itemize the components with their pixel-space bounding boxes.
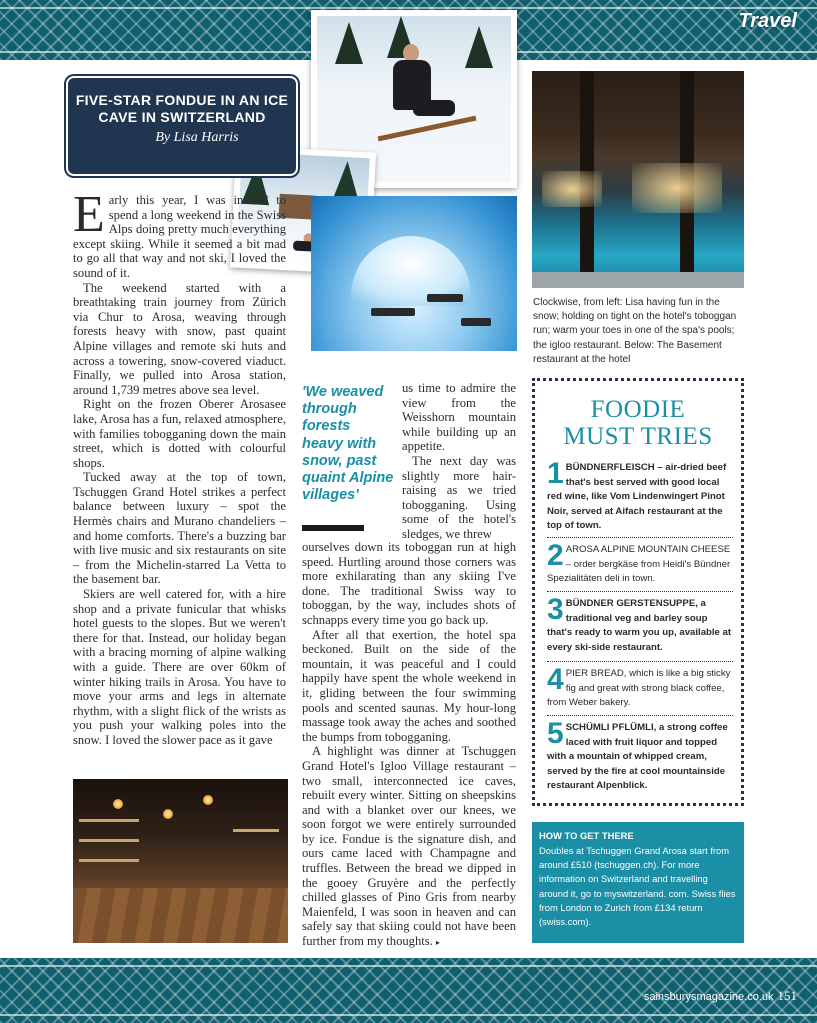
tip-number: 1: [547, 457, 564, 490]
paragraph: ourselves down its toboggan run at high speed. Hurtling around those corners was more exhilarating than any skiing I've done. The traditional Swiss way to toboggan, by the way, includes shots of schnapps every time you go back up.: [302, 540, 516, 627]
page-number: 151: [777, 988, 797, 1003]
article-column-2-top: [402, 381, 516, 542]
foodie-tip-5: [547, 717, 733, 794]
photo-caption: Clockwise, from left: Lisa having fun in the snow; holding on tight on the hotel's toboggan run; warm your toes in one of the spa's pools; the igloo restaurant. Below: The Basement restaurant at the hotel: [533, 297, 737, 365]
tip-number: 4: [547, 663, 564, 696]
footer-website-link[interactable]: sainsburysmagazine.co.uk: [643, 991, 774, 1003]
foodie-must-tries-box: [532, 378, 744, 806]
foodie-title-line2: MUST TRIES: [563, 423, 713, 450]
drop-cap: E: [73, 186, 105, 243]
pull-quote-rule: [302, 525, 364, 531]
photo-spa-pool: [532, 71, 744, 288]
tip-number: 2: [547, 539, 564, 572]
foodie-tip-2: [547, 539, 733, 587]
continue-arrow-icon: ▸: [435, 938, 440, 948]
article-byline: By Lisa Harris: [155, 130, 239, 145]
tip-divider: [547, 715, 733, 716]
tip-number: 3: [547, 593, 564, 626]
foodie-tip-3: [547, 593, 733, 655]
how-to-body: Doubles at Tschuggen Grand Arosa start from around £510 (tschuggen.ch). For more information on Switzerland and travelling around it, go to myswitzerland. com. Swiss flies from London to Zurich from £134 return (swiss.com).: [539, 845, 736, 928]
paragraph: The next day was slightly more hair-raising as we tried tobogganing. Using some of the hotel's sledges, we threw: [402, 453, 516, 541]
how-to-get-there-box: [532, 822, 744, 943]
foodie-title-line1: FOODIE: [590, 396, 686, 423]
tip-text: SCHÜMLI PFLÜMLI, a strong coffee laced with fruit liquor and topped with a mountain of whipped cream, served by the fire at cool mountainside restaurant Alpenblick.: [547, 722, 728, 792]
photo-basement-restaurant: [73, 779, 288, 943]
paragraph: us time to admire the view from the Weisshorn mountain while building up an appetite.: [402, 381, 516, 454]
paragraph: After all that exertion, the hotel spa beckoned. Built on the side of the mountain, it was peaceful and I could happily have spent the whole weekend in it, gliding between the four swimming pools and scented saunas. My hour-long massage took away the aches and soothed the bumps from tobogganing.: [302, 627, 516, 744]
paragraph: Right on the frozen Oberer Arosasee lake, Arosa has a fun, relaxed atmosphere, with families tobogganing down the main street, which is dotted with colourful shops.: [73, 397, 286, 470]
photo-igloo-restaurant: [311, 196, 517, 351]
tip-text: PIER BREAD, which is like a big sticky fig and great with strong black coffee, from Weber bakery.: [547, 668, 731, 709]
article-column-2-bottom: [302, 540, 516, 951]
paragraph: A highlight was dinner at Tschuggen Grand Hotel's Igloo Village restaurant – two small, interconnected ice caves, rebuilt every winter. Sitting on sheepskins and with a blanket over our knees, we soon forgot we were entirely surrounded by ice. Fondue is the signature dish, and ours came laced with Champagne and truffles. Between the bread we dipped in the gooey Gruyère and the perfectly chilled glasses of Pino Gris from nearby Maienfeld, I was soon in heaven and can safely say that skiing could not have been further from my thoughts.: [302, 744, 516, 949]
paragraph: arly this year, I was invited to spend a long weekend in the Swiss Alps doing pretty much everything except skiing. While it seemed a bit mad to go all that way and not ski, I loved the sound of it.: [73, 193, 286, 280]
how-to-heading: HOW TO GET THERE: [539, 830, 634, 841]
article-title-badge: [66, 76, 298, 176]
pull-quote: 'We weaved through forests heavy with snow, past quaint Alpine villages': [302, 384, 394, 504]
tip-divider: [547, 661, 733, 662]
article-headline: FIVE-STAR FONDUE IN AN ICE CAVE IN SWITZERLAND: [75, 92, 289, 125]
foodie-tip-1: [547, 457, 733, 534]
foodie-tip-4: [547, 663, 733, 711]
tip-text: AROSA ALPINE MOUNTAIN CHEESE – order bergkäse from Heidi's Bündner Spezialitäten deli in town.: [547, 544, 731, 585]
tip-divider: [547, 537, 733, 538]
paragraph: Tucked away at the top of town, Tschuggen Grand Hotel strikes a perfect balance between luxury – spot the Hermès chairs and Murano chandeliers – and home comforts. There's a buzzing bar with live music and six restaurants on site – from the Michelin-starred La Vetta to the basement bar.: [73, 470, 286, 587]
section-label: Travel: [738, 10, 797, 32]
paragraph: The weekend started with a breathtaking train journey from Zürich via Chur to Arosa, weaving through forests heavy with snow, past quaint Alpine villages and remote ski huts and across a towering, snow-covered viaduct. Finally, we pulled into Arosa station, around 1,739 metres above sea level.: [73, 280, 286, 397]
tip-text: BÜNDNERFLEISCH – air-dried beef that's best served with good local red wine, like Vom Lindenwingert Pinot Noir, served at Aifach restaurant at the top of town.: [547, 462, 727, 532]
tip-text: BÜNDNER GERSTENSUPPE, a traditional veg and barley soup that's ready to warm you up, available at every ski-side restaurant.: [547, 598, 732, 653]
footer: [644, 988, 797, 1004]
article-column-1: [73, 186, 286, 773]
tip-divider: [547, 591, 733, 592]
paragraph: Skiers are well catered for, with a hire shop and a private funicular that whisks hotel guests to the slopes. But we weren't there for that. Instead, our holiday began with a bracing morning of alpine walking with a guide. There are over 60km of winter hiking trails in Arosa. You have to move your arms and legs in alternate rhythm, with a slight flick of the wrists as you push your walking poles into the snow. I loved the slower pace as it gave: [73, 587, 286, 747]
tip-number: 5: [547, 717, 564, 750]
